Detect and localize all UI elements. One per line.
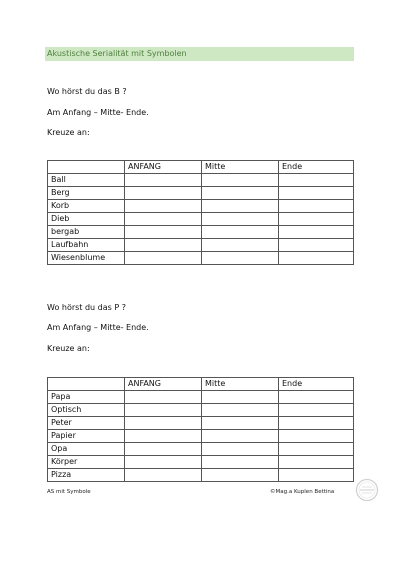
checkbox-cell-anfang[interactable] [125, 239, 202, 252]
word-cell: Ball [48, 174, 125, 187]
table-header-row [48, 161, 354, 174]
header-cell-mitte: Mitte [202, 378, 279, 391]
checkbox-cell-mitte[interactable] [202, 391, 279, 404]
word-cell: Papa [48, 391, 125, 404]
worksheet-title: Akustische Serialität mit Symbolen [45, 47, 354, 61]
checkbox-cell-ende[interactable] [279, 456, 354, 469]
header-cell-ende: Ende [279, 161, 354, 174]
word-cell: Pizza [48, 469, 125, 482]
checkbox-cell-ende[interactable] [279, 391, 354, 404]
footer-copyright: ©Mag.a Kuplen Bettina [270, 489, 335, 495]
checkbox-cell-ende[interactable] [279, 187, 354, 200]
word-cell: Peter [48, 417, 125, 430]
table-row [48, 456, 354, 469]
checkbox-cell-anfang[interactable] [125, 200, 202, 213]
word-cell: Laufbahn [48, 239, 125, 252]
checkbox-cell-anfang[interactable] [125, 443, 202, 456]
table-header-row [48, 378, 354, 391]
checkbox-cell-mitte[interactable] [202, 226, 279, 239]
table-row [48, 239, 354, 252]
word-cell: Berg [48, 187, 125, 200]
table-row [48, 391, 354, 404]
table-b [47, 160, 354, 265]
prompt-b: Kreuze an: [47, 128, 90, 137]
word-cell: Optisch [48, 404, 125, 417]
checkbox-cell-mitte[interactable] [202, 187, 279, 200]
instruction-p: Am Anfang – Mitte- Ende. [47, 323, 149, 332]
checkbox-cell-ende[interactable] [279, 469, 354, 482]
word-cell: Körper [48, 456, 125, 469]
checkbox-cell-ende[interactable] [279, 404, 354, 417]
table-row [48, 174, 354, 187]
header-cell-ende: Ende [279, 378, 354, 391]
checkbox-cell-ende[interactable] [279, 239, 354, 252]
checkbox-cell-anfang[interactable] [125, 430, 202, 443]
logo-icon [355, 478, 379, 502]
checkbox-cell-mitte[interactable] [202, 469, 279, 482]
header-cell-anfang: ANFANG [125, 378, 202, 391]
instruction-b: Am Anfang – Mitte- Ende. [47, 108, 149, 117]
checkbox-cell-mitte[interactable] [202, 213, 279, 226]
checkbox-cell-anfang[interactable] [125, 213, 202, 226]
word-cell: Dieb [48, 213, 125, 226]
word-cell: Korb [48, 200, 125, 213]
checkbox-cell-mitte[interactable] [202, 430, 279, 443]
header-cell-mitte: Mitte [202, 161, 279, 174]
checkbox-cell-anfang[interactable] [125, 456, 202, 469]
checkbox-cell-anfang[interactable] [125, 469, 202, 482]
checkbox-cell-ende[interactable] [279, 443, 354, 456]
checkbox-cell-ende[interactable] [279, 430, 354, 443]
checkbox-cell-anfang[interactable] [125, 252, 202, 265]
checkbox-cell-mitte[interactable] [202, 252, 279, 265]
word-cell: Papier [48, 430, 125, 443]
checkbox-cell-anfang[interactable] [125, 391, 202, 404]
table-row [48, 187, 354, 200]
table-p [47, 377, 354, 482]
header-cell-word [48, 378, 125, 391]
checkbox-cell-mitte[interactable] [202, 174, 279, 187]
checkbox-cell-mitte[interactable] [202, 404, 279, 417]
checkbox-cell-anfang[interactable] [125, 404, 202, 417]
table-row [48, 226, 354, 239]
checkbox-cell-mitte[interactable] [202, 239, 279, 252]
header-cell-anfang: ANFANG [125, 161, 202, 174]
checkbox-cell-ende[interactable] [279, 174, 354, 187]
table-row [48, 417, 354, 430]
word-cell: bergab [48, 226, 125, 239]
checkbox-cell-mitte[interactable] [202, 417, 279, 430]
checkbox-cell-mitte[interactable] [202, 200, 279, 213]
footer-left-text: AS mit Symbole [47, 489, 91, 495]
table-row [48, 430, 354, 443]
checkbox-cell-anfang[interactable] [125, 417, 202, 430]
checkbox-cell-anfang[interactable] [125, 226, 202, 239]
checkbox-cell-ende[interactable] [279, 200, 354, 213]
table-row [48, 404, 354, 417]
checkbox-cell-anfang[interactable] [125, 187, 202, 200]
checkbox-cell-ende[interactable] [279, 226, 354, 239]
checkbox-cell-ende[interactable] [279, 252, 354, 265]
question-p: Wo hörst du das P ? [47, 303, 126, 312]
table-row [48, 469, 354, 482]
word-cell: Opa [48, 443, 125, 456]
word-cell: Wiesenblume [48, 252, 125, 265]
table-row [48, 213, 354, 226]
checkbox-cell-anfang[interactable] [125, 174, 202, 187]
checkbox-cell-mitte[interactable] [202, 456, 279, 469]
checkbox-cell-mitte[interactable] [202, 443, 279, 456]
checkbox-cell-ende[interactable] [279, 213, 354, 226]
table-row [48, 252, 354, 265]
question-b: Wo hörst du das B ? [47, 87, 127, 96]
prompt-p: Kreuze an: [47, 344, 90, 353]
header-cell-word [48, 161, 125, 174]
table-row [48, 200, 354, 213]
table-row [48, 443, 354, 456]
checkbox-cell-ende[interactable] [279, 417, 354, 430]
